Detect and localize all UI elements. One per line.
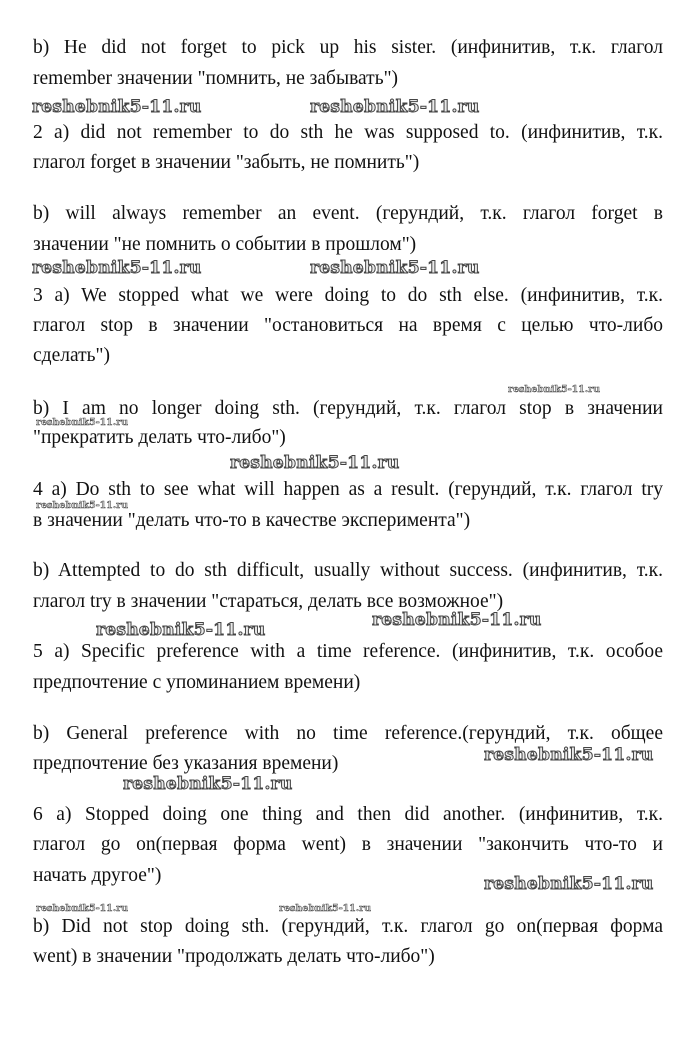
text-line: b) Attempted to do sth difficult, usually without success. (инфинитив, т.к.: [33, 560, 663, 581]
watermark: reshebnik5-11.ru: [36, 903, 129, 914]
watermark: reshebnik5-11.ru: [372, 610, 542, 630]
watermark: reshebnik5-11.ru: [123, 774, 293, 794]
text-line: "прекратить делать что-либо"): [33, 427, 286, 448]
watermark: reshebnik5-11.ru: [508, 384, 601, 395]
watermark: reshebnik5-11.ru: [230, 453, 400, 473]
text-line: значении "не помнить о событии в прошлом"): [33, 234, 417, 255]
watermark: reshebnik5-11.ru: [484, 745, 654, 765]
text-line: remember значении "помнить, не забывать"): [33, 68, 399, 89]
text-line: went) в значении "продолжать делать что-либо"): [33, 946, 435, 967]
text-line: начать другое"): [33, 865, 162, 886]
text-line: b) General preference with no time reference.(герундий, т.к. общее: [33, 723, 663, 744]
watermark: reshebnik5-11.ru: [96, 620, 266, 640]
text-line: глагол forget в значении "забыть, не помнить"): [33, 152, 420, 173]
text-line: 2 a) did not remember to do sth he was supposed to. (инфинитив, т.к.: [33, 122, 663, 143]
watermark: reshebnik5-11.ru: [36, 417, 129, 428]
text-line: предпочтение без указания времени): [33, 753, 339, 774]
text-line: 6 a) Stopped doing one thing and then did another. (инфинитив, т.к.: [33, 804, 663, 825]
watermark: reshebnik5-11.ru: [36, 500, 129, 511]
text-line: в значении "делать что-то в качестве эксперимента"): [33, 510, 471, 531]
text-line: 4 a) Do sth to see what will happen as a result. (герундий, т.к. глагол try: [33, 479, 663, 500]
text-line: глагол try в значении "стараться, делать все возможное"): [33, 591, 504, 612]
watermark: reshebnik5-11.ru: [310, 258, 480, 278]
text-line: 3 a) We stopped what we were doing to do sth else. (инфинитив, т.к.: [33, 285, 663, 306]
watermark: reshebnik5-11.ru: [484, 874, 654, 894]
text-line: b) Did not stop doing sth. (герундий, т.к. глагол go on(первая форма: [33, 916, 663, 937]
text-line: глагол stop в значении "остановиться на время с целью что-либо: [33, 315, 663, 336]
text-line: предпочтение с упоминанием времени): [33, 672, 361, 693]
text-line: глагол go on(первая форма went) в значении "закончить что-то и: [33, 834, 663, 855]
text-line: b) He did not forget to pick up his sister. (инфинитив, т.к. глагол: [33, 37, 663, 58]
text-line: b) will always remember an event. (герундий, т.к. глагол forget в: [33, 203, 663, 224]
text-line: 5 a) Specific preference with a time reference. (инфинитив, т.к. особое: [33, 641, 663, 662]
text-line: b) I am no longer doing sth. (герундий, т.к. глагол stop в значении: [33, 398, 663, 419]
watermark: reshebnik5-11.ru: [279, 903, 372, 914]
text-line: сделать"): [33, 345, 110, 366]
watermark: reshebnik5-11.ru: [32, 258, 202, 278]
watermark: reshebnik5-11.ru: [310, 97, 480, 117]
watermark: reshebnik5-11.ru: [32, 97, 202, 117]
